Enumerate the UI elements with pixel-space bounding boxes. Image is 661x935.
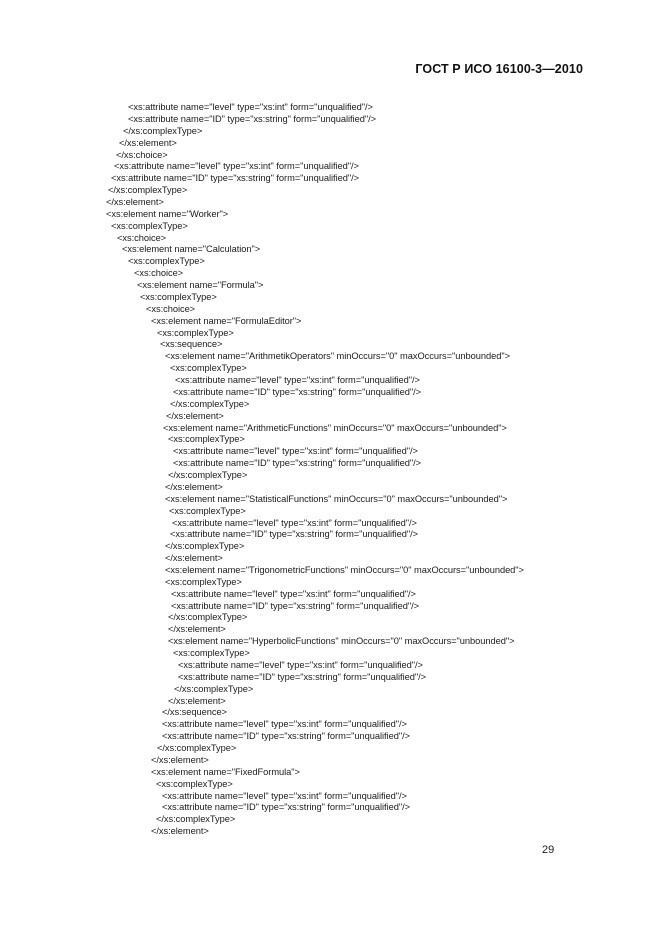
code-line: <xs:element name="ArithmetikOperators" minOccurs="0" maxOccurs="unbounded">	[165, 351, 510, 362]
code-line: <xs:attribute name="ID" type="xs:string" form="unqualified"/>	[173, 458, 422, 469]
code-line: <xs:complexType>	[111, 220, 188, 231]
code-line: </xs:element>	[119, 137, 177, 148]
code-line: <xs:complexType>	[173, 648, 250, 658]
code-line: </xs:complexType>	[157, 743, 237, 753]
code-line: </xs:complexType>	[165, 541, 245, 552]
code-line: <xs:attribute name="level" type="xs:int" form="unqualified"/>	[162, 790, 407, 801]
code-line: <xs:element name="HyperbolicFunctions" minOccurs="0" maxOccurs="unbounded">	[168, 636, 515, 647]
code-line: <xs:sequence>	[160, 339, 223, 350]
code-line: <xs:choice>	[117, 232, 167, 243]
code-line: <xs:attribute name="ID" type="xs:string" form="unqualified"/>	[162, 731, 411, 742]
code-line: <xs:attribute name="level" type="xs:int" form="unqualified"/>	[171, 588, 416, 599]
code-line: <xs:complexType>	[157, 327, 234, 338]
code-line: <xs:complexType>	[128, 256, 205, 267]
code-line: <xs:attribute name="ID" type="xs:string" form="unqualified"/>	[111, 173, 360, 184]
code-line: <xs:complexType>	[140, 291, 217, 302]
code-line: </xs:complexType>	[168, 612, 248, 623]
code-line: <xs:attribute name="level" type="xs:int" form="unqualified"/>	[173, 446, 418, 457]
code-line: </xs:complexType>	[168, 470, 248, 480]
code-line: </xs:element>	[166, 410, 224, 421]
code-line: <xs:attribute name="level" type="xs:int" form="unqualified"/>	[114, 161, 359, 172]
code-line: </xs:element>	[165, 481, 223, 492]
code-line: <xs:choice>	[146, 303, 196, 314]
code-line: <xs:attribute name="level" type="xs:int" form="unqualified"/>	[162, 719, 407, 730]
code-line: <xs:complexType>	[168, 434, 245, 445]
code-line: </xs:complexType>	[108, 185, 188, 196]
code-line: </xs:choice>	[116, 149, 168, 160]
code-line: <xs:element name="FixedFormula">	[151, 766, 300, 777]
code-line: <xs:attribute name="level" type="xs:int" form="unqualified"/>	[178, 659, 423, 670]
code-line: <xs:complexType>	[170, 363, 247, 374]
code-line: <xs:element name="Calculation">	[122, 244, 261, 255]
code-line: <xs:choice>	[134, 268, 184, 279]
code-line: </xs:element>	[168, 695, 226, 706]
code-line: <xs:complexType>	[156, 778, 233, 789]
code-line: <xs:attribute name="level" type="xs:int" form="unqualified"/>	[175, 375, 420, 385]
code-line: <xs:attribute name="ID" type="xs:string" form="unqualified"/>	[171, 600, 420, 611]
code-line: <xs:attribute name="level" type="xs:int" form="unqualified"/>	[172, 517, 417, 528]
code-line: <xs:complexType>	[169, 505, 246, 516]
code-line: <xs:element name="ArithmeticFunctions" minOccurs="0" maxOccurs="unbounded">	[163, 422, 507, 433]
code-line: <xs:attribute name="ID" type="xs:string" form="unqualified"/>	[178, 671, 427, 682]
code-line: </xs:complexType>	[123, 125, 203, 136]
code-line: </xs:element>	[151, 754, 209, 765]
code-line: </xs:element>	[151, 826, 209, 837]
code-line: </xs:element>	[168, 624, 226, 635]
code-line: <xs:element name="FormulaEditor">	[151, 315, 302, 326]
code-line: <xs:attribute name="ID" type="xs:string" form="unqualified"/>	[170, 529, 419, 540]
code-line: <xs:attribute name="ID" type="xs:string" form="unqualified"/>	[128, 113, 377, 124]
code-line: </xs:element>	[106, 197, 164, 207]
code-line: <xs:attribute name="ID" type="xs:string" form="unqualified"/>	[162, 802, 411, 813]
standard-header: ГОСТ Р ИСО 16100-3—2010	[415, 62, 583, 76]
code-line: <xs:element name="TrigonometricFunctions" minOccurs="0" maxOccurs="unbounded">	[165, 564, 524, 575]
code-line: <xs:element name="Formula">	[137, 280, 264, 290]
code-line: </xs:sequence>	[162, 707, 227, 718]
code-line: <xs:element name="StatisticalFunctions" minOccurs="0" maxOccurs="unbounded">	[165, 493, 508, 504]
code-line: <xs:attribute name="level" type="xs:int" form="unqualified"/>	[128, 102, 373, 112]
code-line: <xs:attribute name="ID" type="xs:string" form="unqualified"/>	[173, 386, 422, 397]
code-line: </xs:complexType>	[174, 683, 254, 694]
code-line: </xs:element>	[165, 553, 223, 564]
code-line: <xs:element name="Worker">	[106, 208, 229, 219]
page-number: 29	[542, 844, 555, 856]
code-line: <xs:complexType>	[165, 576, 242, 587]
code-line: </xs:complexType>	[170, 398, 250, 409]
code-line: </xs:complexType>	[156, 814, 236, 825]
